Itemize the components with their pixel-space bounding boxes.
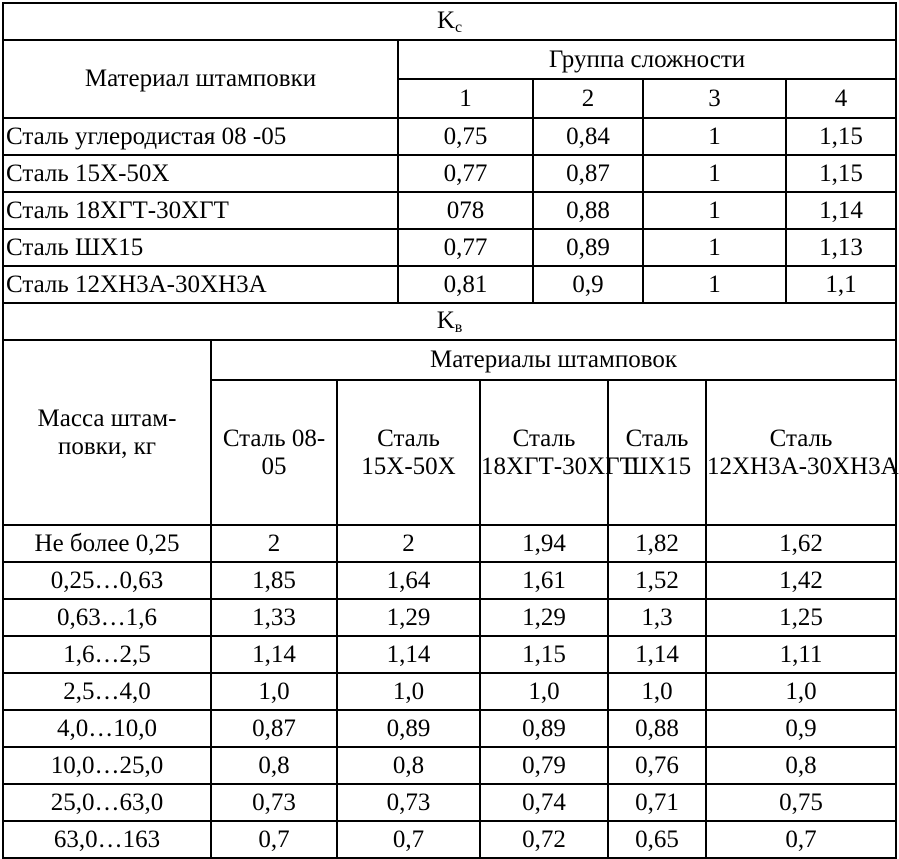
kb-cell: 0,8 xyxy=(211,747,337,784)
kb-row-mass: 25,0…63,0 xyxy=(3,784,211,821)
kc-cell: 1,13 xyxy=(786,229,896,266)
kc-row-material: Сталь 12ХН3А-30ХН3А xyxy=(3,266,398,303)
kb-material-2: Сталь 15Х-50Х xyxy=(337,380,480,525)
table-row xyxy=(3,525,896,562)
kb-material-5: Сталь 12ХН3А-30ХН3А xyxy=(706,380,896,525)
kc-group-1: 1 xyxy=(398,79,533,118)
kb-cell: 0,76 xyxy=(608,747,706,784)
table-row xyxy=(3,747,896,784)
kc-cell: 0,81 xyxy=(398,266,533,303)
kb-cell: 0,73 xyxy=(211,784,337,821)
kb-row-mass: 0,25…0,63 xyxy=(3,562,211,599)
kc-cell: 1,15 xyxy=(786,118,896,155)
kb-cell: 0,89 xyxy=(480,710,608,747)
kb-cell: 1,3 xyxy=(608,599,706,636)
table-row xyxy=(3,155,896,192)
table-row xyxy=(3,192,896,229)
kb-row-mass: 10,0…25,0 xyxy=(3,747,211,784)
kb-cell: 1,94 xyxy=(480,525,608,562)
kc-cell: 078 xyxy=(398,192,533,229)
kb-cell: 1,33 xyxy=(211,599,337,636)
kb-row-mass: 63,0…163 xyxy=(3,821,211,858)
table-row xyxy=(3,710,896,747)
kb-cell: 1,62 xyxy=(706,525,896,562)
kb-cell: 2 xyxy=(337,525,480,562)
kb-row-mass: Не более 0,25 xyxy=(3,525,211,562)
kb-cell: 1,85 xyxy=(211,562,337,599)
kb-material-4: Сталь ШХ15 xyxy=(608,380,706,525)
kb-cell: 1,14 xyxy=(337,636,480,673)
table-row xyxy=(3,784,896,821)
kb-cell: 1,14 xyxy=(608,636,706,673)
kb-cell: 0,7 xyxy=(211,821,337,858)
kc-cell: 0,75 xyxy=(398,118,533,155)
kc-cell: 1,15 xyxy=(786,155,896,192)
kc-cell: 0,88 xyxy=(533,192,643,229)
kc-cell: 0,77 xyxy=(398,155,533,192)
kc-row-material: Сталь 18ХГТ-30ХГТ xyxy=(3,192,398,229)
kc-cell: 0,87 xyxy=(533,155,643,192)
kb-cell: 1,0 xyxy=(480,673,608,710)
kb-cell: 0,7 xyxy=(337,821,480,858)
coefficients-document xyxy=(2,2,899,853)
kb-cell: 0,73 xyxy=(337,784,480,821)
table-row xyxy=(3,229,896,266)
kc-group-4: 4 xyxy=(786,79,896,118)
kb-cell: 1,52 xyxy=(608,562,706,599)
kb-material-1: Сталь 08-05 xyxy=(211,380,337,525)
kb-cell: 0,72 xyxy=(480,821,608,858)
kb-cell: 0,9 xyxy=(706,710,896,747)
kb-cell: 0,65 xyxy=(608,821,706,858)
kb-cell: 1,0 xyxy=(608,673,706,710)
kb-cell: 1,15 xyxy=(480,636,608,673)
kb-cell: 0,87 xyxy=(211,710,337,747)
kc-group-2: 2 xyxy=(533,79,643,118)
kb-cell: 0,7 xyxy=(706,821,896,858)
kb-cell: 2 xyxy=(211,525,337,562)
kb-cell: 1,0 xyxy=(337,673,480,710)
kb-cell: 0,74 xyxy=(480,784,608,821)
table-row xyxy=(3,821,896,858)
kc-material-header: Материал штамповки xyxy=(3,40,398,118)
kb-cell: 0,8 xyxy=(706,747,896,784)
kb-title: $K_в$ xyxy=(3,303,896,340)
kc-cell: 1,1 xyxy=(786,266,896,303)
kb-cell: 0,8 xyxy=(337,747,480,784)
table-row xyxy=(3,636,896,673)
kb-mass-header: Масса штам-повки, кг xyxy=(3,340,211,525)
kb-row-mass: 0,63…1,6 xyxy=(3,599,211,636)
kc-cell: 0,84 xyxy=(533,118,643,155)
kb-cell: 1,29 xyxy=(337,599,480,636)
kc-title: $K_с$ xyxy=(3,3,896,40)
kb-row-mass: 2,5…4,0 xyxy=(3,673,211,710)
kc-row-material: Сталь 15Х-50Х xyxy=(3,155,398,192)
kb-cell: 0,79 xyxy=(480,747,608,784)
kc-group-header: Группа сложности xyxy=(398,40,896,79)
table-row xyxy=(3,266,896,303)
kc-row-material: Сталь ШХ15 xyxy=(3,229,398,266)
kb-row-mass: 4,0…10,0 xyxy=(3,710,211,747)
kb-cell: 1,42 xyxy=(706,562,896,599)
kb-material-3: Сталь 18ХГТ-30ХГТ xyxy=(480,380,608,525)
kb-cell: 1,64 xyxy=(337,562,480,599)
kb-table xyxy=(2,302,897,859)
kb-row-mass: 1,6…2,5 xyxy=(3,636,211,673)
kb-cell: 1,14 xyxy=(211,636,337,673)
table-row xyxy=(3,673,896,710)
kc-cell: 0,89 xyxy=(533,229,643,266)
kc-cell: 1 xyxy=(643,229,786,266)
table-row xyxy=(3,118,896,155)
kc-cell: 1 xyxy=(643,266,786,303)
kc-cell: 1 xyxy=(643,155,786,192)
kc-row-material: Сталь углеродистая 08 -05 xyxy=(3,118,398,155)
kb-cell: 1,29 xyxy=(480,599,608,636)
kb-cell: 0,75 xyxy=(706,784,896,821)
kb-cell: 0,88 xyxy=(608,710,706,747)
kb-cell: 1,25 xyxy=(706,599,896,636)
table-row xyxy=(3,562,896,599)
kc-cell: 1 xyxy=(643,118,786,155)
kb-cell: 0,71 xyxy=(608,784,706,821)
kc-cell: 1 xyxy=(643,192,786,229)
kc-cell: 1,14 xyxy=(786,192,896,229)
kb-materials-header: Материалы штамповок xyxy=(211,340,896,380)
kb-cell: 1,11 xyxy=(706,636,896,673)
kb-cell: 1,61 xyxy=(480,562,608,599)
kb-cell: 1,0 xyxy=(706,673,896,710)
kb-cell: 1,82 xyxy=(608,525,706,562)
kb-cell: 1,0 xyxy=(211,673,337,710)
kc-group-3: 3 xyxy=(643,79,786,118)
kc-cell: 0,9 xyxy=(533,266,643,303)
kc-cell: 0,77 xyxy=(398,229,533,266)
kc-table xyxy=(2,2,897,304)
table-row xyxy=(3,599,896,636)
kb-cell: 0,89 xyxy=(337,710,480,747)
